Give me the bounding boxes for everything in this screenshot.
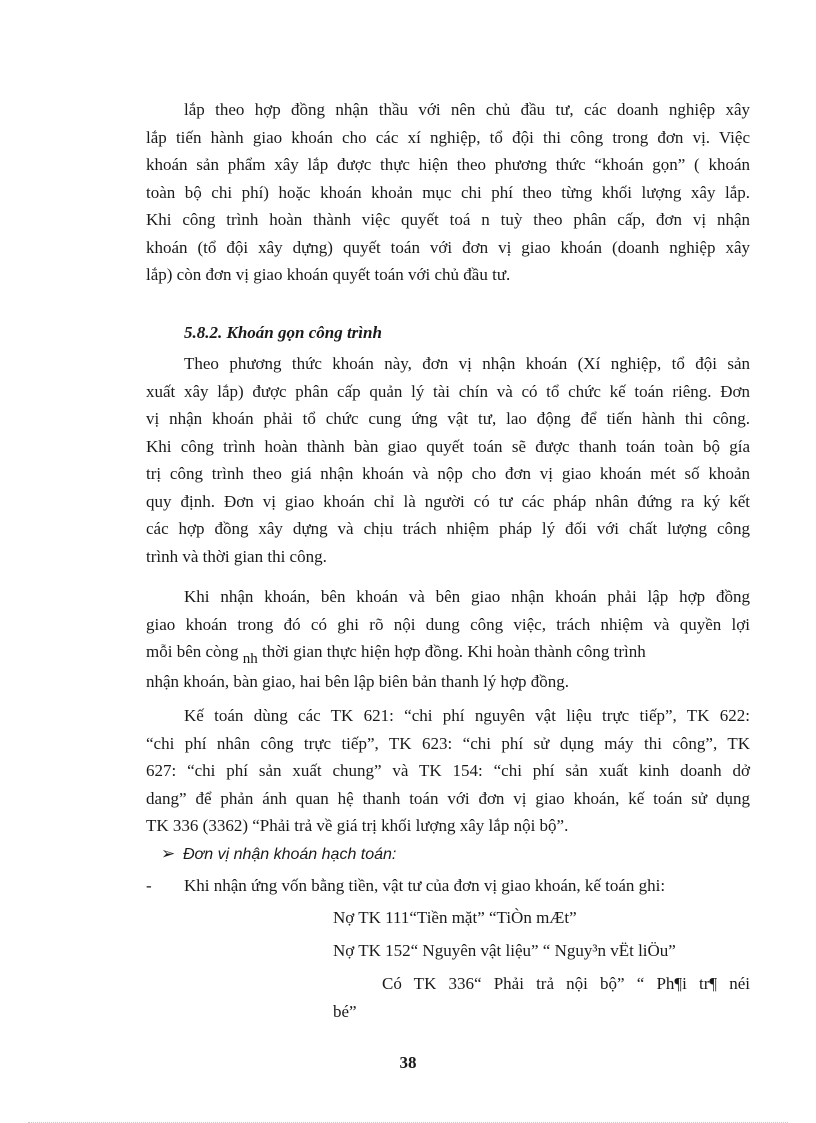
arrow-bullet-item	[161, 844, 396, 864]
paragraph-3	[146, 583, 750, 695]
paragraph-line: 627: “chi phí sản xuất chung” và TK 154: “chi phí sản xuất kinh doanh dở	[146, 761, 750, 780]
paragraph-4	[146, 702, 750, 840]
paragraph-line: khoán (tổ đội xây dựng) quyết toán với đơn vị giao khoán (doanh nghiệp xây	[146, 237, 750, 257]
paragraph-line: xuất xây lắp) được phân cấp quản lý tài chín và có tổ chức kế toán riêng. Đơn	[146, 381, 750, 401]
paragraph-line: khoán sản phẩm xây lắp được thực hiện theo phương thức “khoán gọn” ( khoán	[146, 155, 750, 174]
paragraph-line: Khi nhận khoán, bên khoán và bên giao nhận khoán phải lập hợp đồng	[184, 587, 750, 606]
text-fragment-small: nh	[242, 651, 258, 667]
dash-bullet-item	[146, 876, 665, 896]
paragraph-line: TK 336 (3362) “Phải trả về giá trị khối lượng xây lắp nội bộ”.	[146, 816, 569, 835]
paragraph-line: quy định. Đơn vị giao khoán chỉ là người có tư các pháp nhân đứng ra ký kết	[146, 491, 750, 511]
paragraph-line: nhận khoán, bàn giao, hai bên lập biên bản thanh lý hợp đồng.	[146, 671, 570, 691]
bullet-text: Đơn vị nhận khoán hạch toán:	[183, 846, 397, 863]
paragraph-line: Khi công trình hoàn thành bàn giao quyết toán sẽ được thanh toán toàn bộ gía	[146, 436, 750, 456]
paragraph-line: trình và thời gian thi công.	[146, 546, 327, 566]
paragraph-line: vị nhận khoán phải tổ chức cung ứng vật tư, lao động để tiến hành thi công.	[146, 409, 750, 428]
dash-bullet-icon: -	[146, 876, 152, 895]
arrow-bullet-icon: ➢	[161, 844, 176, 863]
paragraph-line: dang” để phản ánh quan hệ thanh toán với đơn vị giao khoán, kế toán sử dụng	[146, 788, 750, 808]
journal-entry-line: Nợ TK 152“ Nguyên vật liệu” “ Nguy³n vËt liÖu”	[333, 941, 676, 960]
paragraph-2	[146, 350, 750, 570]
text-fragment: thời gian thực hiện hợp đồng. Khi hoàn thành công trình	[262, 642, 646, 661]
paragraph-line	[146, 638, 750, 668]
paragraph-line: lắp theo hợp đồng nhận thầu với nên chủ đầu tư, các doanh nghiệp xây	[184, 100, 750, 119]
section-heading: 5.8.2. Khoán gọn công trình	[184, 323, 382, 342]
paragraph-line: các hợp đồng xây dựng và chịu trách nhiệm pháp lý đối với chất lượng công	[146, 519, 750, 538]
paragraph-line: toàn bộ chi phí) hoặc khoán khoản mục chi phí theo từng khối lượng xây lắp.	[146, 182, 750, 202]
paragraph-line: Kế toán dùng các TK 621: “chi phí nguyên vật liệu trực tiếp”, TK 622:	[184, 706, 750, 725]
bullet-text: Khi nhận ứng vốn bằng tiền, vật tư của đơn vị giao khoán, kế toán ghi:	[184, 876, 666, 895]
paragraph-line: trị công trình theo giá nhận khoán và nộp cho đơn vị giao khoán mét số khoản	[146, 464, 750, 483]
paragraph-1	[146, 96, 750, 289]
paragraph-line: “chi phí nhân công trực tiếp”, TK 623: “chi phí sử dụng máy thi công”, TK	[146, 733, 750, 753]
text-fragment: mỗi bên còng	[146, 642, 239, 661]
paragraph-line: Khi công trình hoàn thành việc quyết toá n tuỳ theo phân cấp, đơn vị nhận	[146, 210, 750, 229]
journal-entry-line: Nợ TK 111“Tiền mặt” “TiÒn mÆt”	[333, 908, 577, 927]
paragraph-line: lắp tiến hành giao khoán cho các xí nghiệp, tổ đội thi công trong đơn vị. Việc	[146, 127, 750, 147]
paragraph-line: lắp) còn đơn vị giao khoán quyết toán với chủ đầu tư.	[146, 265, 511, 284]
paragraph-line: Theo phương thức khoán này, đơn vị nhận khoán (Xí nghiệp, tổ đội sản	[184, 354, 750, 373]
page-number: 38	[399, 1053, 417, 1072]
journal-entry-line: bé”	[333, 1002, 357, 1021]
paragraph-line: giao khoán trong đó có ghi rõ nội dung công việc, trách nhiệm và quyền lợi	[146, 614, 750, 634]
journal-entry-line: Có TK 336“ Phải trả nội bộ” “ Ph¶i tr¶ néi	[382, 974, 750, 993]
